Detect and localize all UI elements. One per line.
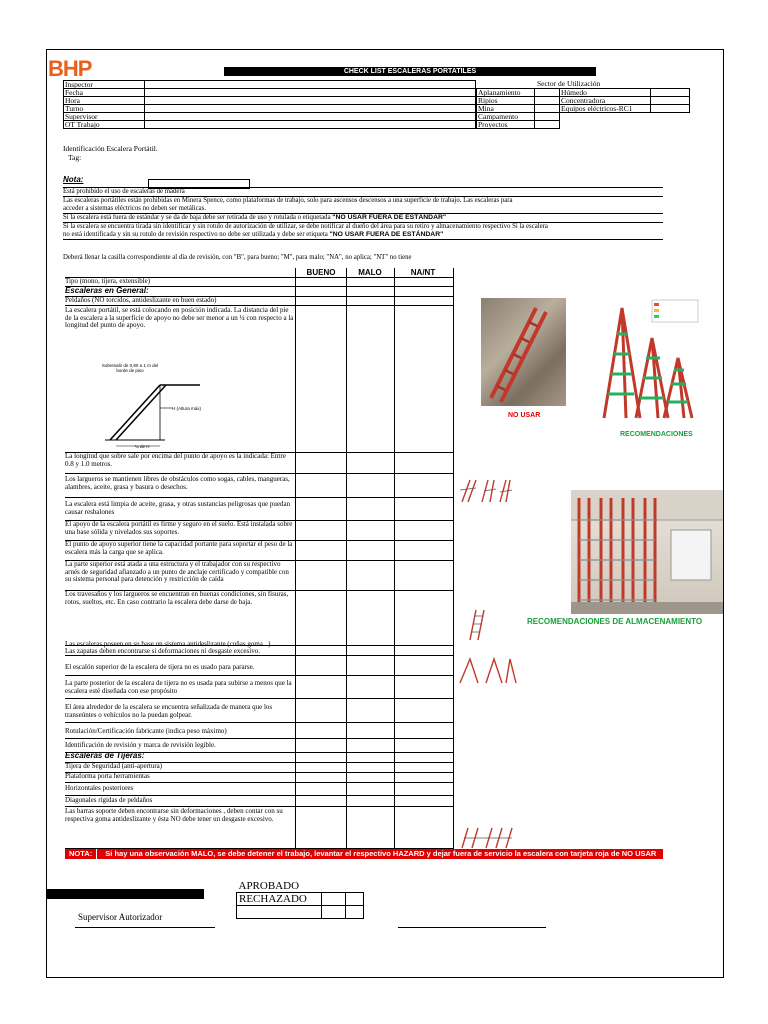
aprobado-check[interactable]	[322, 893, 346, 906]
no-usar-caption: NO USAR	[508, 412, 541, 419]
ladder-sketch-icon	[456, 478, 516, 504]
sector-check[interactable]	[651, 105, 690, 113]
checklist-row: La longitud que sobre sale por encima del punto de apoyo es la indicada: Entre 0.8 y 1.0 metros.	[65, 452, 286, 468]
nota-line: no está identificada y sin su rotulo de revisión respectivo no debe ser utilizada y debe ser etiqueta	[63, 231, 330, 238]
nota-line: Si la escalera se encuentra tirada sin identificar y sin rotulo de autorización de utilizar, se debe notificar al dueño del área para su retiro y almacenamiento respectivo Si la escalera	[63, 223, 548, 230]
no-usar-tag: "NO USAR FUERA DE ESTÁNDAR"	[332, 214, 447, 221]
sector-item: Campamento	[477, 113, 535, 121]
sector-item: Concentradora	[560, 97, 651, 105]
sector-label: Sector de Utilización	[537, 79, 601, 88]
checklist-row: Horizontales posteriores	[65, 784, 134, 792]
sector-check[interactable]	[535, 97, 560, 105]
checklist-row: El área alrededor de la escalera se encuentra señalizada de manera que los transeúntes o vehículos no la puedan golpear.	[65, 703, 273, 719]
checklist-row: Peldaños (NO torcidos, antideslizante en buen estado)	[65, 296, 217, 304]
sector-check[interactable]	[651, 97, 690, 105]
sector-item: Ripios	[477, 97, 535, 105]
col-nant: NA/NT	[410, 268, 436, 277]
sector-item: Mina	[477, 105, 535, 113]
ladder-sketch-icon	[456, 655, 520, 685]
ot-value[interactable]	[145, 121, 476, 129]
nota-body	[63, 187, 663, 240]
field-supervisor: Supervisor	[64, 113, 145, 121]
red-note-label: NOTA:	[65, 849, 97, 859]
supervisor-value[interactable]	[145, 113, 476, 121]
checklist-row: Tipo (mono, tijera, extensible)	[65, 277, 151, 285]
no-usar-tag: "NO USAR FUERA DE ESTÁNDAR"	[329, 231, 444, 238]
diagram-top-label: Sobresalir de 0,80 a 1 m del borde de piso	[101, 363, 159, 373]
checklist-row: La escalera está limpia de aceite, grasa, y otras sustancias peligrosas que puedan causar resbalones	[65, 500, 291, 516]
grid-line	[453, 268, 454, 848]
red-note-bar	[65, 849, 663, 859]
checklist-row: Plataforma porta herramientas	[65, 772, 150, 780]
almacenamiento-caption: RECOMENDACIONES DE ALMACENAMIENTO	[527, 617, 703, 626]
header-table	[63, 80, 476, 129]
checklist-row: Tijera de Seguridad (anti-apertura)	[65, 762, 163, 770]
grid-line	[65, 782, 454, 783]
checklist-row: Identificación de revisión y marca de revisión legible.	[65, 741, 216, 749]
signature-line	[75, 927, 215, 928]
section-tijeras: Escaleras de Tijeras:	[65, 751, 145, 760]
checklist-row: Diagonales rígidas de peldaños	[65, 796, 153, 804]
nota-line: Las escaleras portátiles están prohibidas en Minera Spence, como plataformas de trabajo, solo para ascensos descensos a una superficie de trabajo. Las escaleras para	[63, 197, 513, 204]
field-fecha: Fecha	[64, 89, 145, 97]
col-malo: MALO	[358, 268, 382, 277]
aprobado-label: APROBADO	[237, 880, 322, 893]
nota-line: Si la escalera está fuera de estándar y se da de baja debe ser retirada de uso y rotulada o etiquetada	[63, 214, 333, 221]
identification-label: Identificación Escalera Portátil.	[63, 144, 158, 153]
ladder-storage-photo	[571, 490, 723, 614]
field-hora: Hora	[64, 97, 145, 105]
ladder-sketch-icon	[466, 608, 490, 642]
grid-line	[65, 473, 454, 474]
sector-check[interactable]	[651, 89, 690, 97]
grid-line	[65, 738, 454, 739]
grid-line	[65, 497, 454, 498]
checklist-row: El punto de apoyo superior tiene la capacidad portante para soportar el peso de la escalera más la carga que se aplica.	[65, 540, 293, 556]
grid-line	[295, 268, 296, 848]
checklist-row: La parte superior está atada a una estructura y el trabajador con su respectivo arnés de seguridad afianzado a un punto de anclaje certificado y compatible con su sistema personal para detención y restricción de caída	[65, 560, 289, 583]
checklist-row: Las escaleras poseen en su base un sistema antideslizante (cuñas goma...)	[65, 640, 271, 648]
nota-line: Está prohibido el uso de escaleras de madera	[63, 187, 663, 197]
sector-check[interactable]	[535, 121, 560, 129]
sector-check[interactable]	[535, 89, 560, 97]
recomendaciones-caption: RECOMENDACIONES	[620, 431, 693, 438]
checklist-row: Rotulación/Certificación fabricante (indica peso máximo)	[65, 727, 227, 735]
damaged-ladder-photo	[481, 298, 566, 406]
turno-value[interactable]	[145, 105, 476, 113]
field-turno: Turno	[64, 105, 145, 113]
sector-table	[476, 88, 690, 129]
sector-item: Equipos eléctricos-RC1	[560, 105, 651, 113]
rechazado-label: RECHAZADO	[237, 893, 322, 906]
grid-line	[65, 675, 454, 676]
sector-item: Aplanamiento	[477, 89, 535, 97]
sector-check[interactable]	[535, 105, 560, 113]
approval-table	[236, 880, 364, 919]
stepladders-photo	[590, 298, 705, 423]
instructions: Deberá llenar la casilla correspondiente al día de revisión, con "B", para bueno; "M", para malo; "NA", no aplica; "NT" no tiene	[63, 254, 412, 261]
nota-title: Nota:	[63, 175, 84, 184]
checklist-row: La escalera portátil, se está colocando en posición indicada. La distancia del pie de la escalera a la superficie de apoyo no debe ser menor a un ¼ con respecto a la longitud del punto de apoyo.	[65, 306, 294, 329]
inspector-value[interactable]	[145, 81, 476, 89]
supervisor-label: Supervisor Autorizador	[78, 912, 163, 922]
diagram-side-label: H (Altura máx)	[172, 406, 202, 411]
grid-line	[65, 722, 454, 723]
fecha-value[interactable]	[145, 89, 476, 97]
col-bueno: BUENO	[306, 268, 336, 277]
field-inspector: Inspector	[64, 81, 145, 89]
section-general: Escaleras en General:	[65, 286, 149, 295]
sector-item: Proyectos	[477, 121, 535, 129]
tag-label: Tag:	[68, 153, 82, 162]
checklist-row: Los largueros se mantienen libres de obstáculos como sogas, cables, mangueras, alambres, aceite, grasa y basura o desechos.	[65, 475, 290, 491]
checklist-row: El apoyo de la escalera portátil es firme y seguro en el suelo. Está instalada sobre una base sólida y nivelados sus soportes.	[65, 520, 293, 536]
signature-line	[398, 927, 546, 928]
grid-line	[65, 698, 454, 699]
sector-check[interactable]	[535, 113, 560, 121]
red-note-text: Si hay una observación MALO, se debe detener el trabajo, levantar el respectivo HAZARD y dejar fuera de servicio la escalera con tarjeta roja de NO USAR	[105, 849, 657, 858]
grid-line	[394, 268, 395, 848]
bhp-logo: BHP	[48, 56, 92, 81]
rechazado-check[interactable]	[346, 893, 364, 906]
checklist-row: Los travesaños y los largueros se encuentran en buenas condiciones, sin fisuras, rotos, sueltos, etc. En caso contrario la escalera debe darse de baja.	[65, 590, 289, 606]
ladder-sketch-icon	[456, 826, 518, 850]
hora-value[interactable]	[145, 97, 476, 105]
checklist-row: Las zapatas deben encontrarse si deformaciones ni desgaste excesivo.	[65, 647, 260, 655]
page-title: CHECK LIST ESCALERAS PORTATILES	[224, 67, 596, 76]
signature-bar	[46, 889, 204, 899]
sector-item: Húmedo	[560, 89, 651, 97]
checklist-row: Las barras soporte deben encontrarse sin deformaciones , deben contar con su respectiva goma antideslizante y ésta NO debe tener un desgaste excesivo.	[65, 807, 283, 823]
diagram-bottom-label: ¼ de H	[135, 444, 150, 449]
field-ot: OT Trabajo	[64, 121, 145, 129]
nota-line: acceder a sistemas eléctricos no deben ser metálicas.	[63, 205, 663, 214]
checklist-row: La parte posterior de la escalera de tijera no es usada para subirse a menos que la escalera esté diseñada con ese propósito	[65, 679, 292, 695]
checklist-row: El escalón superior de la escalera de tijera no es usado para pararse.	[65, 663, 255, 671]
grid-line	[346, 268, 347, 848]
